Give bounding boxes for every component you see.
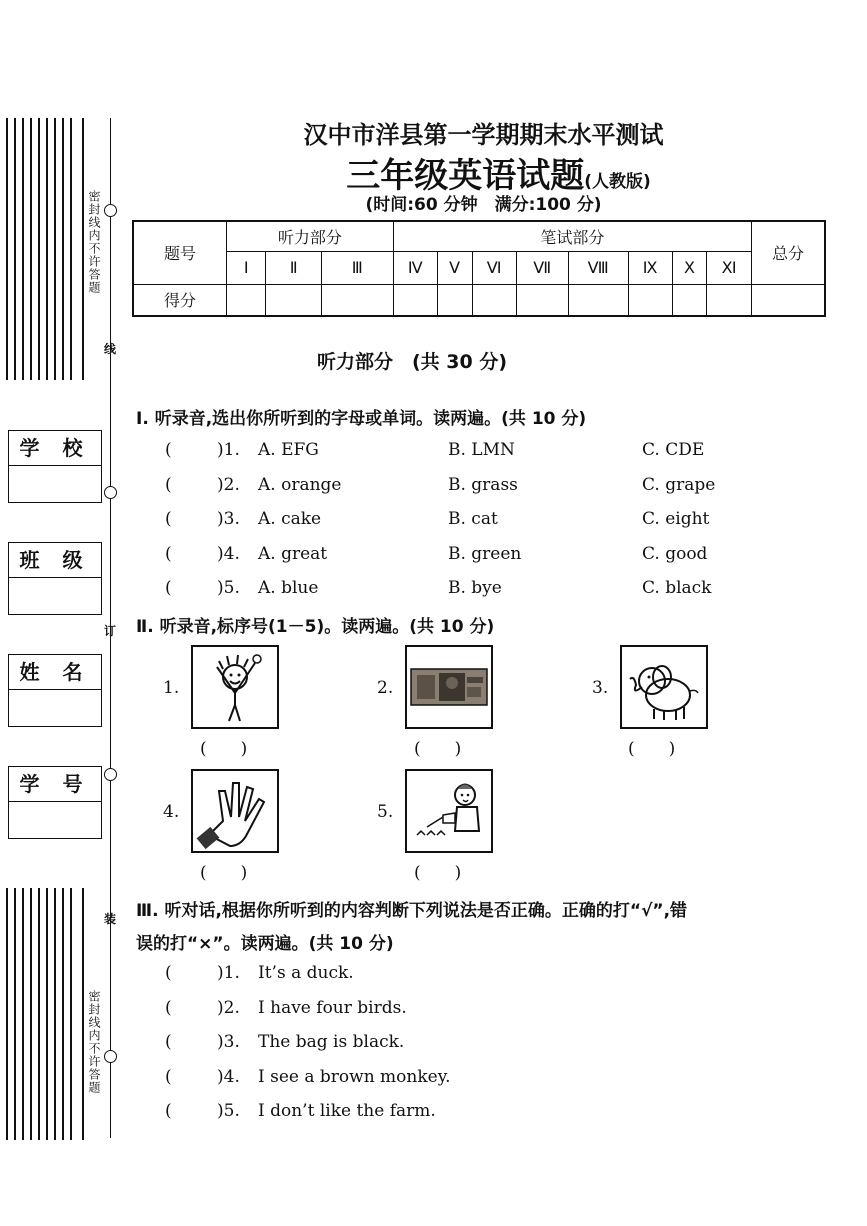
numeral-cell: Ⅰ — [227, 251, 266, 284]
score-cell[interactable] — [707, 284, 752, 316]
binding-word-xian: 线 — [104, 342, 117, 356]
answer-paren[interactable]: ( — [165, 998, 172, 1018]
banknote-icon — [405, 645, 493, 729]
statement-text: I don’t like the farm. — [258, 1101, 436, 1121]
option-b: B. green — [448, 544, 522, 564]
statement-text: I have four birds. — [258, 998, 407, 1018]
question-number: )4. — [217, 1067, 240, 1087]
question-number: )5. — [217, 1101, 240, 1121]
answer-paren[interactable]: ( ) — [414, 739, 462, 759]
numeral-cell: Ⅴ — [437, 251, 472, 284]
numeral-cell: Ⅵ — [472, 251, 516, 284]
part1-title: Ⅰ. 听录音,选出你所听到的字母或单词。读两遍。(共 10 分) — [136, 409, 587, 429]
binding-lines-bottom — [6, 888, 86, 1140]
answer-paren[interactable]: ( — [165, 475, 172, 495]
binding-hole — [104, 486, 117, 499]
answer-paren[interactable]: ( — [165, 544, 172, 564]
exam-subject-title: 三年级英语试题(人教版) — [346, 156, 651, 196]
binding-hole — [104, 1050, 117, 1063]
time-info: (时间:60 分钟 满分:100 分) — [365, 195, 602, 215]
part2-title: Ⅱ. 听录音,标序号(1－5)。读两遍。(共 10 分) — [136, 617, 495, 637]
elephant-icon — [620, 645, 708, 729]
answer-paren[interactable]: ( — [165, 578, 172, 598]
answer-paren[interactable]: ( — [165, 1067, 172, 1087]
numeral-cell: Ⅱ — [266, 251, 322, 284]
option-a: A. blue — [258, 578, 319, 598]
part3-title-line2: 误的打“×”。读两遍。(共 10 分) — [136, 934, 394, 954]
written-group-header: 笔试部分 — [393, 221, 751, 251]
question-number: )5. — [217, 578, 240, 598]
score-cell[interactable] — [266, 284, 322, 316]
question-number-label: 题号 — [133, 221, 227, 284]
score-cell[interactable] — [628, 284, 672, 316]
score-label: 得分 — [133, 284, 227, 316]
option-a: A. cake — [258, 509, 322, 529]
score-cell[interactable] — [672, 284, 707, 316]
numeral-cell: Ⅷ — [568, 251, 628, 284]
exam-title: 汉中市洋县第一学期期末水平测试 — [303, 121, 664, 149]
answer-paren[interactable]: ( — [165, 1101, 172, 1121]
picture-number: 4. — [163, 802, 180, 822]
class-field[interactable] — [8, 542, 102, 615]
total-header: 总分 — [752, 221, 826, 284]
answer-paren[interactable]: ( ) — [414, 863, 462, 883]
question-number: )1. — [217, 963, 240, 983]
question-number: )3. — [217, 509, 240, 529]
student-id-field[interactable] — [8, 766, 102, 839]
picture-number: 5. — [377, 802, 394, 822]
question-number: )3. — [217, 1032, 240, 1052]
name-field[interactable] — [8, 654, 102, 727]
question-number: )1. — [217, 440, 240, 460]
picture-number: 2. — [377, 678, 394, 698]
answer-paren[interactable]: ( — [165, 509, 172, 529]
option-c: C. grape — [642, 475, 716, 495]
question-number: )4. — [217, 544, 240, 564]
score-cell[interactable] — [393, 284, 437, 316]
option-b: B. LMN — [448, 440, 515, 460]
score-cell[interactable] — [568, 284, 628, 316]
option-b: B. bye — [448, 578, 502, 598]
question-number: )2. — [217, 998, 240, 1018]
binding-word-zhuang: 装 — [104, 912, 117, 926]
school-label: 学 校 — [9, 431, 101, 466]
numeral-cell: Ⅹ — [672, 251, 707, 284]
school-field[interactable] — [8, 430, 102, 503]
statement-text: The bag is black. — [258, 1032, 405, 1052]
option-a: A. orange — [258, 475, 342, 495]
numeral-cell: Ⅶ — [516, 251, 568, 284]
total-score-cell[interactable] — [752, 284, 826, 316]
edition-label: (人教版) — [584, 172, 651, 192]
class-label: 班 级 — [9, 543, 101, 578]
option-a: A. great — [258, 544, 328, 564]
binding-hole — [104, 768, 117, 781]
answer-paren[interactable]: ( ) — [200, 739, 248, 759]
answer-paren[interactable]: ( — [165, 440, 172, 460]
option-c: C. black — [642, 578, 712, 598]
picture-number: 1. — [163, 678, 180, 698]
section-title-listening: 听力部分 (共 30 分) — [316, 351, 508, 373]
binding-word-ding: 订 — [104, 624, 117, 638]
option-a: A. EFG — [258, 440, 319, 460]
boy-watering-icon — [405, 769, 493, 853]
numeral-cell: Ⅺ — [707, 251, 752, 284]
option-b: B. grass — [448, 475, 518, 495]
numeral-cell: Ⅸ — [628, 251, 672, 284]
numeral-cell: Ⅳ — [393, 251, 437, 284]
answer-paren[interactable]: ( — [165, 963, 172, 983]
score-cell[interactable] — [321, 284, 393, 316]
score-cell[interactable] — [437, 284, 472, 316]
seal-warning-bottom: 密封线内不许答题 — [87, 990, 101, 1094]
answer-paren[interactable]: ( ) — [200, 863, 248, 883]
score-cell[interactable] — [516, 284, 568, 316]
happy-boy-icon — [191, 645, 279, 729]
option-c: C. CDE — [642, 440, 705, 460]
option-c: C. eight — [642, 509, 710, 529]
score-cell[interactable] — [472, 284, 516, 316]
statement-text: I see a brown monkey. — [258, 1067, 451, 1087]
name-label: 姓 名 — [9, 655, 101, 690]
answer-paren[interactable]: ( ) — [628, 739, 676, 759]
listening-group-header: 听力部分 — [227, 221, 394, 251]
part3-title-line1: Ⅲ. 听对话,根据你所听到的内容判断下列说法是否正确。正确的打“√”,错 — [136, 901, 688, 921]
answer-paren[interactable]: ( — [165, 1032, 172, 1052]
option-c: C. good — [642, 544, 708, 564]
numeral-cell: Ⅲ — [321, 251, 393, 284]
option-b: B. cat — [448, 509, 498, 529]
picture-number: 3. — [592, 678, 609, 698]
score-table — [132, 220, 826, 317]
statement-text: It’s a duck. — [258, 963, 354, 983]
student-id-label: 学 号 — [9, 767, 101, 802]
seal-warning-top: 密封线内不许答题 — [87, 190, 101, 294]
score-cell[interactable] — [227, 284, 266, 316]
question-number: )2. — [217, 475, 240, 495]
hand-icon — [191, 769, 279, 853]
